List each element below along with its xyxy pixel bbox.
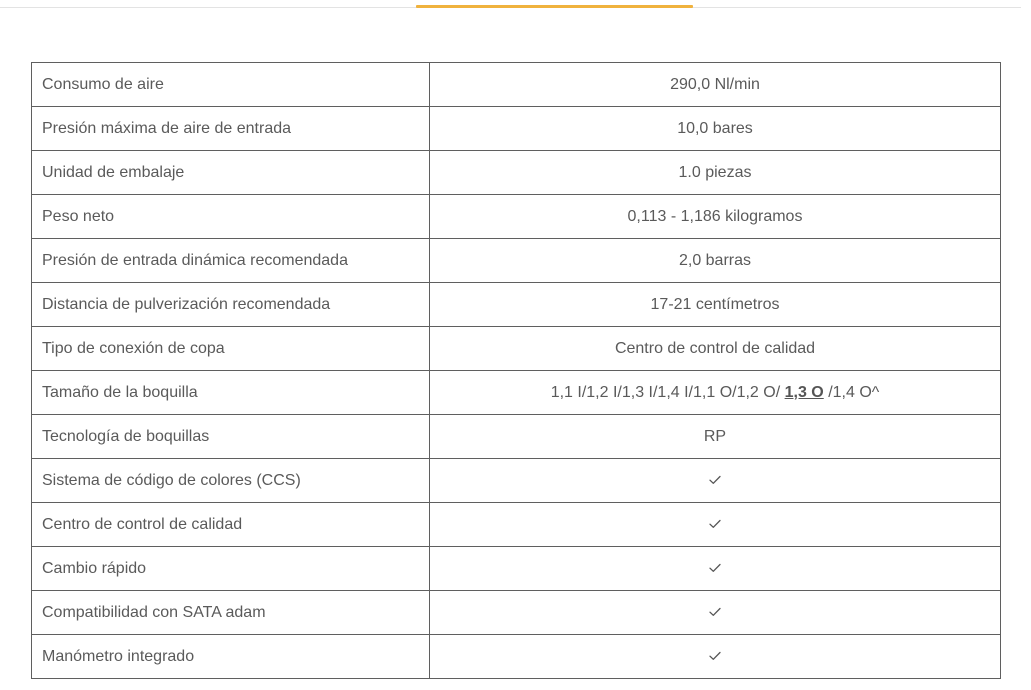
spec-value: RP [430, 415, 1001, 459]
spec-value: 1.0 piezas [430, 151, 1001, 195]
table-row [32, 415, 1001, 459]
nozzle-sizes-text: 1,1 I/1,2 I/1,3 I/1,4 I/1,1 O/1,2 O/ [550, 383, 781, 401]
spec-label: Manómetro integrado [32, 635, 430, 679]
table-row [32, 327, 1001, 371]
spec-label: Sistema de código de colores (CCS) [32, 459, 430, 503]
table-row [32, 371, 1001, 415]
spec-label: Distancia de pulverización recomendada [32, 283, 430, 327]
check-icon [709, 475, 721, 485]
spec-value: 17-21 centímetros [430, 283, 1001, 327]
spec-label: Consumo de aire [32, 63, 430, 107]
spec-label: Centro de control de calidad [32, 503, 430, 547]
table-row [32, 635, 1001, 679]
spec-label: Cambio rápido [32, 547, 430, 591]
check-icon [709, 519, 721, 529]
check-icon [709, 607, 721, 617]
table-row [32, 63, 1001, 107]
spec-label: Tipo de conexión de copa [32, 327, 430, 371]
spec-value [430, 459, 1001, 503]
spec-value [430, 591, 1001, 635]
spec-value [430, 547, 1001, 591]
specifications-table [31, 62, 1001, 679]
spec-value [430, 503, 1001, 547]
spec-value: 290,0 Nl/min [430, 63, 1001, 107]
spec-value: Centro de control de calidad [430, 327, 1001, 371]
spec-value: 10,0 bares [430, 107, 1001, 151]
spec-label: Peso neto [32, 195, 430, 239]
spec-label: Presión máxima de aire de entrada [32, 107, 430, 151]
spec-label: Compatibilidad con SATA adam [32, 591, 430, 635]
check-icon [709, 651, 721, 661]
spec-label: Tecnología de boquillas [32, 415, 430, 459]
spec-value: 2,0 barras [430, 239, 1001, 283]
spec-value [430, 371, 1001, 415]
spec-label: Tamaño de la boquilla [32, 371, 430, 415]
table-row [32, 459, 1001, 503]
check-icon [709, 563, 721, 573]
nozzle-size-selected: 1,3 O [784, 383, 824, 401]
table-row [32, 195, 1001, 239]
active-tab-indicator [416, 5, 693, 8]
spec-label: Unidad de embalaje [32, 151, 430, 195]
table-row [32, 547, 1001, 591]
table-row [32, 151, 1001, 195]
spec-value: 0,113 - 1,186 kilogramos [430, 195, 1001, 239]
spec-value [430, 635, 1001, 679]
table-row [32, 503, 1001, 547]
spec-label: Presión de entrada dinámica recomendada [32, 239, 430, 283]
nozzle-sizes-text-end: /1,4 O^ [828, 383, 880, 401]
table-row [32, 107, 1001, 151]
table-row [32, 591, 1001, 635]
table-row [32, 239, 1001, 283]
table-row [32, 283, 1001, 327]
